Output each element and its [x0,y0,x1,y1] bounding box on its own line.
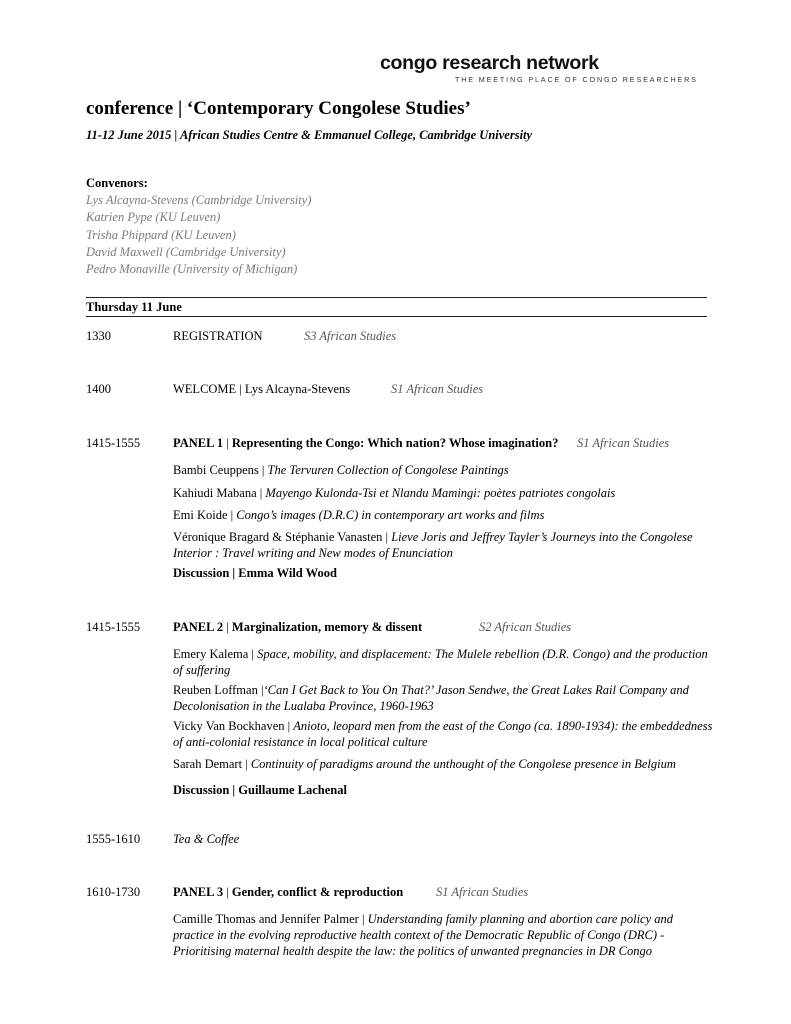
panel1-room: S1 African Studies [577,436,670,450]
convenor: Pedro Monaville (University of Michigan) [86,262,298,277]
panel1-discussion: Discussion | Emma Wild Wood [173,566,337,580]
panel2-separator: | [223,620,232,634]
page-title: conference | ‘Contemporary Congolese Studies’ [86,98,471,119]
convenors-list [86,192,311,278]
convenor: Lys Alcayna-Stevens (Cambridge University) [86,193,312,207]
registration-label: REGISTRATION [173,329,263,343]
talk-speaker: Sarah Demart | [173,757,251,771]
panel2-topic: Marginalization, memory & dissent [231,620,423,634]
talk-item [173,462,713,478]
welcome-label: WELCOME | Lys Alcayna-Stevens [173,382,351,396]
panel3-room: S1 African Studies [436,885,529,899]
talk-item [173,485,713,501]
panel3-label: PANEL 3 [173,885,224,899]
talk-title: ‘Can I Get Back to You On That?’ Jason Sendwe, the Great Lakes Rail Company and Decolonisation in the Lualaba Province, 1960-1963 [173,683,689,713]
panel2-room: S2 African Studies [479,620,572,634]
convenor: Katrien Pype (KU Leuven) [86,210,221,225]
talk-title: Anioto, leopard men from the east of the Congo (ca. 1890-1934): the embeddedness of anti-colonial resistance in local political culture [173,719,713,749]
day-heading: Thursday 11 June [86,300,182,314]
talk-item [173,646,713,678]
talk-item [173,529,713,561]
convenors-label: Convenors: [86,176,148,190]
panel2-discussion: Discussion | Guillaume Lachenal [173,783,347,797]
talk-title: Space, mobility, and displacement: The Mulele rebellion (D.R. Congo) and the production of suffering [173,647,708,677]
talk-item [173,756,733,772]
talk-item [173,718,713,750]
panel2-heading [173,620,422,635]
panel3-heading [173,885,403,900]
convenor: David Maxwell (Cambridge University) [86,244,286,259]
talk-speaker: Vicky Van Bockhaven | [173,719,294,733]
talk-speaker: Emi Koide | [173,508,237,522]
panel1-heading [173,436,558,451]
talk-speaker: Véronique Bragard & Stéphanie Vanasten | [173,530,392,544]
panel2-time: 1415-1555 [86,620,141,634]
logo-tagline: THE MEETING PLACE OF CONGO RESEARCHERS [455,75,698,84]
page-subtitle: 11-12 June 2015 | African Studies Centre & Emmanuel College, Cambridge University [86,128,533,142]
logo-name: congo research network [380,52,599,74]
talk-title: Mayengo Kulonda-Tsi et Nlandu Mamingi: poètes patriotes congolais [265,486,616,500]
panel1-separator: | [223,436,232,450]
day-rule-bottom [86,316,707,317]
convenor: Trisha Phippard (KU Leuven) [86,227,236,242]
talk-speaker: Reuben Loffman | [173,683,264,697]
talk-item [173,507,713,523]
welcome-time: 1400 [86,382,111,396]
talk-speaker: Camille Thomas and Jennifer Palmer | [173,912,368,926]
panel3-topic: Gender, conflict & reproduction [231,885,404,899]
talk-title: Continuity of paradigms around the unthought of the Congolese presence in Belgium [250,757,676,771]
talk-title: Lieve Joris and Jeffrey Tayler’s Journeys into the Congolese Interior : Travel writing and New modes of Enunciation [173,530,693,560]
panel1-label: PANEL 1 [173,436,224,450]
panel1-time: 1415-1555 [86,436,141,450]
break-label: Tea & Coffee [173,832,240,846]
talk-speaker: Kahiudi Mabana | [173,486,266,500]
panel2-label: PANEL 2 [173,620,224,634]
panel1-topic: Representing the Congo: Which nation? Whose imagination? [231,436,559,450]
panel3-time: 1610-1730 [86,885,141,899]
day-rule-top [86,297,707,298]
welcome-room: S1 African Studies [391,382,484,396]
panel3-separator: | [223,885,232,899]
talk-title: The Tervuren Collection of Congolese Paintings [267,463,509,477]
break-time: 1555-1610 [86,832,141,846]
talk-speaker: Emery Kalema | [173,647,258,661]
registration-room: S3 African Studies [304,329,397,343]
talk-item [173,911,713,959]
talk-title: Understanding family planning and abortion care policy and practice in the evolving reproductive health context of the Democratic Republic of Congo (DRC) - Prioritising maternal health despite the law: the politics of unwanted pregnancies in DR Congo [173,912,674,958]
talk-title: Congo’s images (D.R.C) in contemporary art works and films [236,508,545,522]
talk-item [173,682,713,714]
talk-speaker: Bambi Ceuppens | [173,463,268,477]
registration-time: 1330 [86,329,111,343]
